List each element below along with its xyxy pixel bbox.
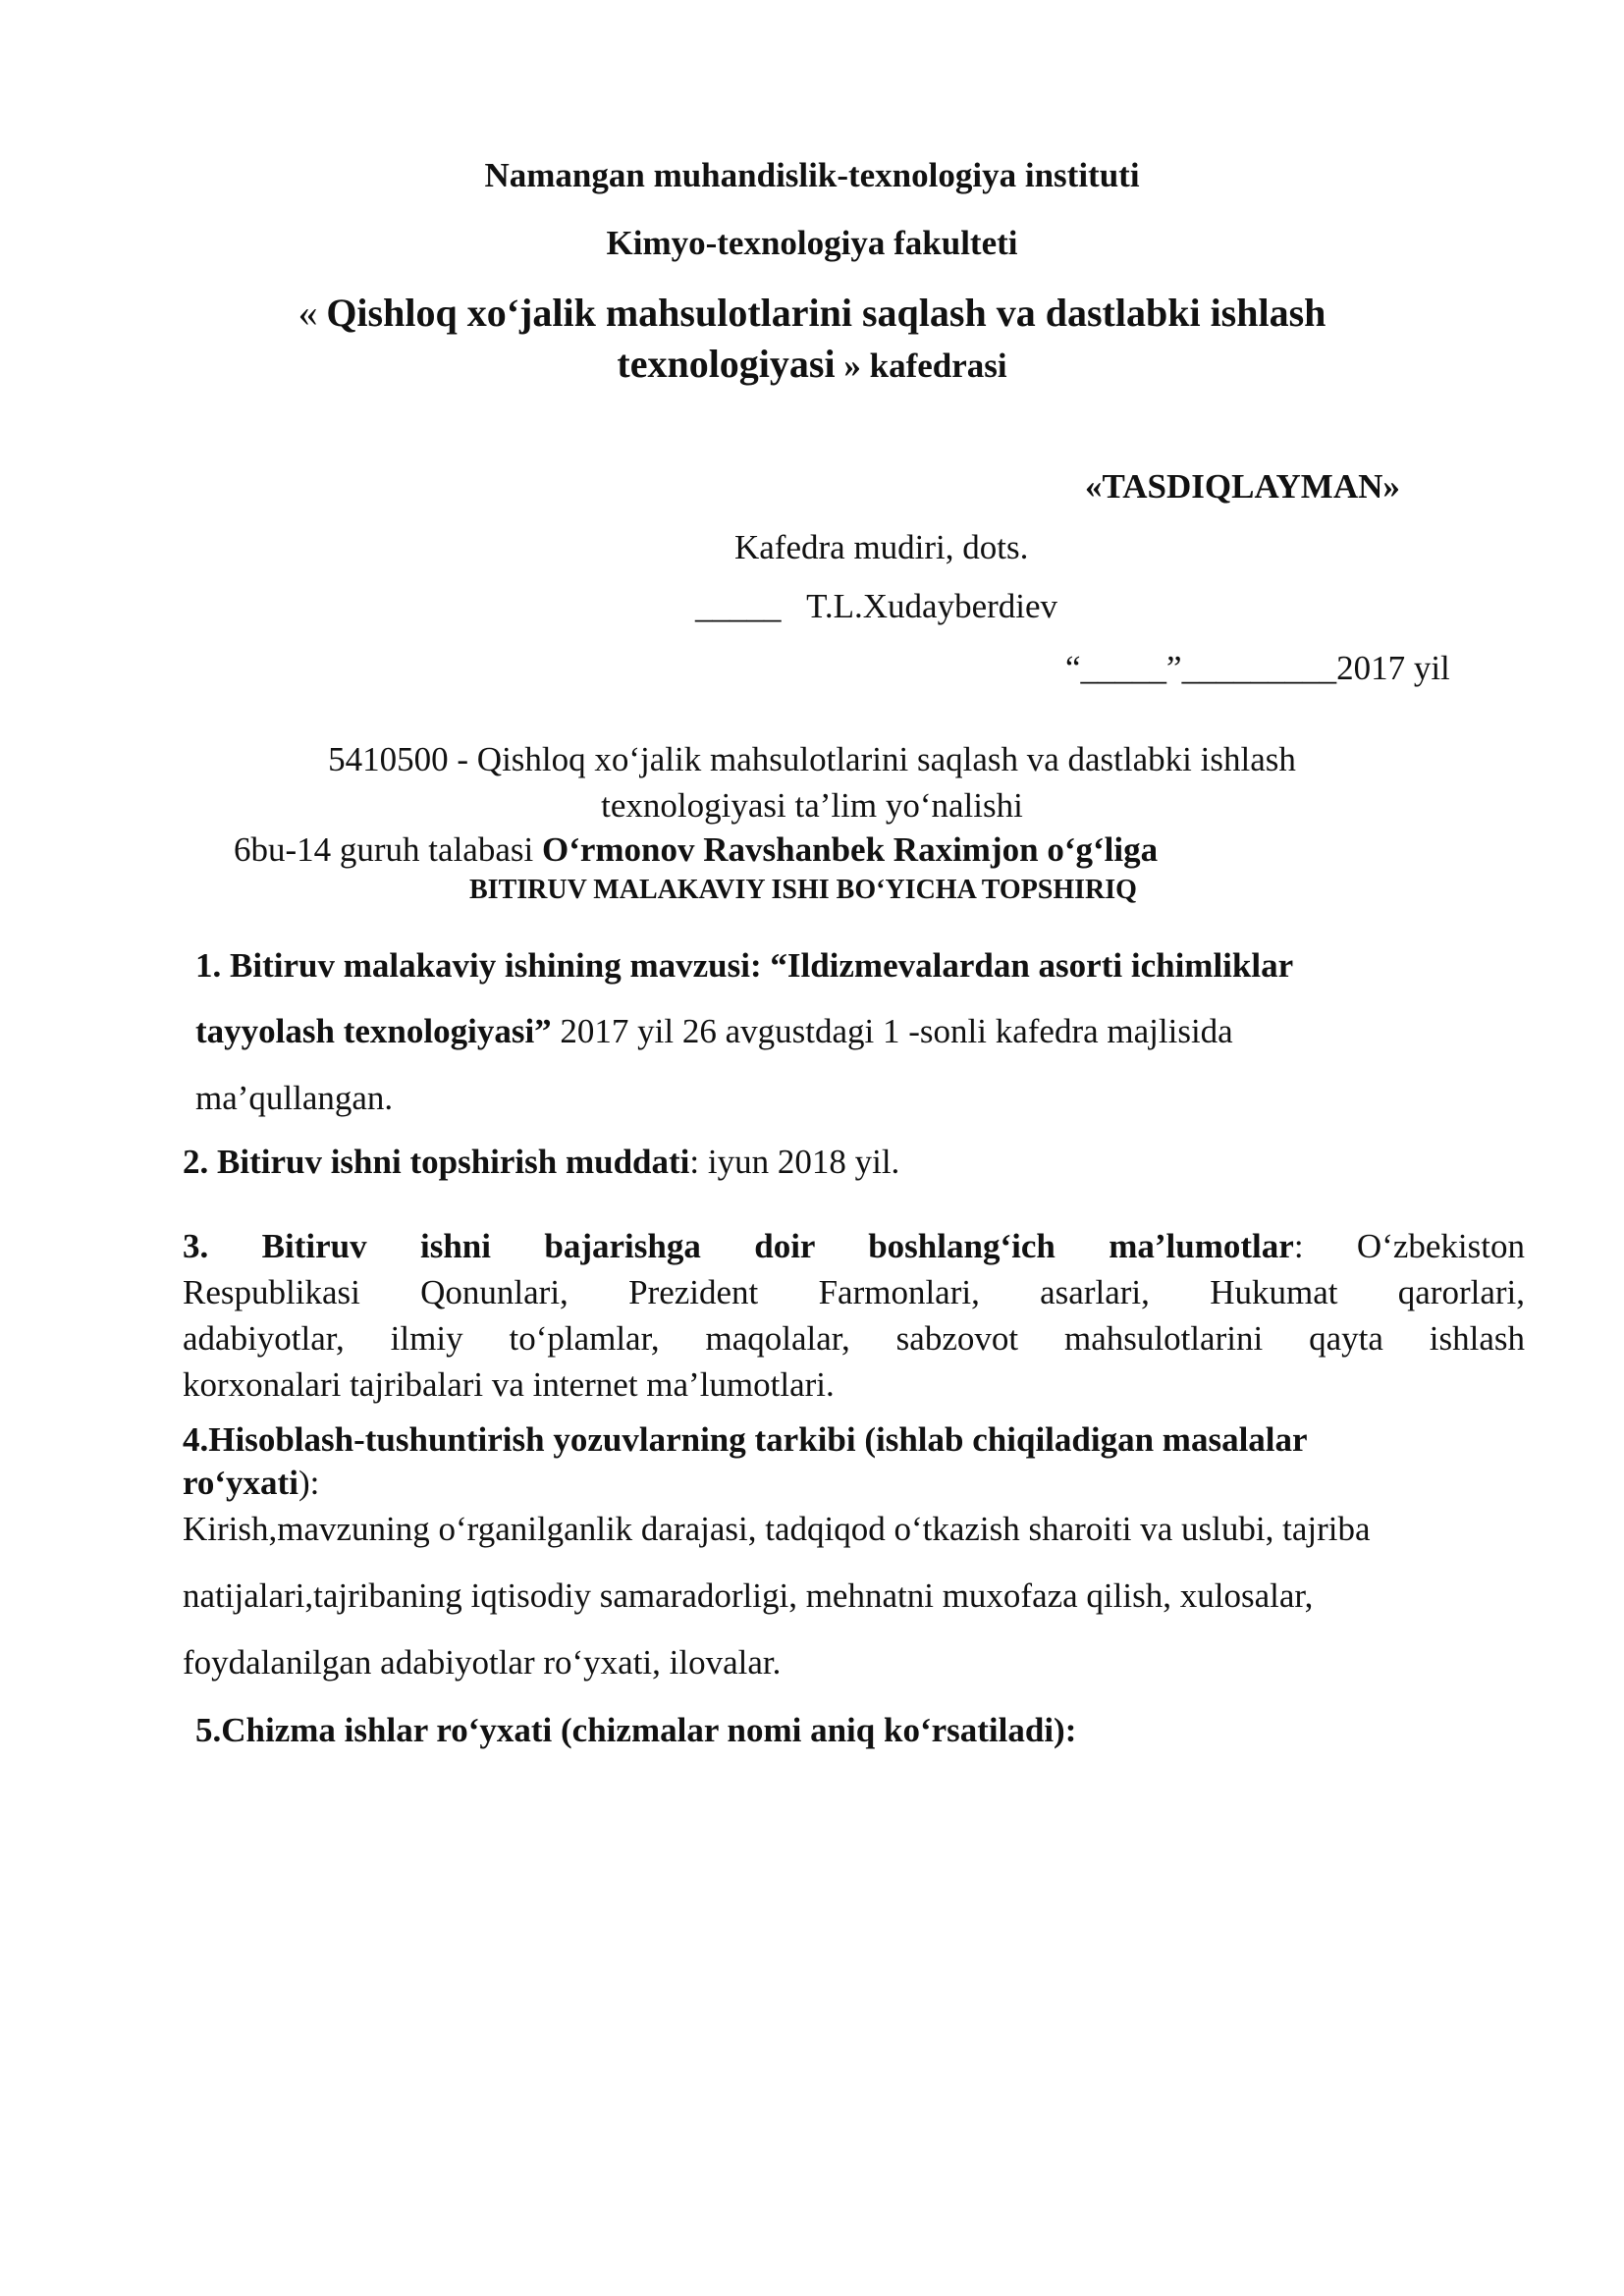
specialty-line2: texnologiyasi ta’lim yo‘nalishi <box>601 786 1023 825</box>
item4-title-line1: 4.Hisoblash-tushuntirish yozuvlarning tarkibi (ishlab chiqiladigan masalalar <box>183 1420 1308 1459</box>
approval-date-line: “_____”_________2017 yil <box>1065 649 1450 687</box>
faculty-name: Kimyo-texnologiya fakulteti <box>606 224 1018 262</box>
item4-title-colon: ): <box>298 1464 320 1502</box>
item5-title: 5.Chizma ishlar ro‘yxati (chizmalar nomi aniq ko‘rsatiladi): <box>195 1711 1077 1749</box>
item4-line2: natijalari,tajribaning iqtisodiy samaradorligi, mehnatni muxofaza qilish, xulosalar, <box>183 1576 1314 1615</box>
item4-line3: foydalanilgan adabiyotlar ro‘yxati, ilovalar. <box>183 1643 782 1682</box>
item3-line2: Respublikasi Qonunlari, Prezident Farmonlari, asarlari, Hukumat qarorlari, <box>183 1273 1525 1311</box>
item1-title: 1. Bitiruv malakaviy ishining mavzusi: “Ildizmevalardan asorti ichimliklar <box>195 946 1294 985</box>
item1-line3: ma’qullangan. <box>195 1079 394 1117</box>
department-title-end: texnologiyasi <box>617 342 836 386</box>
department-title-line2 <box>0 341 1624 388</box>
item3-line1 <box>183 1226 1525 1267</box>
item3-line3: adabiyotlar, ilmiy to‘plamlar, maqolalar, sabzovot mahsulotlarini qayta ishlash <box>183 1319 1525 1358</box>
approval-signature <box>695 586 1057 627</box>
item1-topic-end: tayyolash texnologiyasi” <box>195 1012 552 1050</box>
item3-line1-rest: : O‘zbekiston <box>1293 1227 1525 1265</box>
student-name: O‘rmonov Ravshanbek Raximjon o‘g‘liga <box>541 830 1159 869</box>
institute-name: Namangan muhandislik-texnologiya instituti <box>484 156 1140 194</box>
item4-line1: Kirish,mavzuning o‘rganilganlik darajasi, tadqiqod o‘tkazish sharoiti va uslubi, tajriba <box>183 1510 1371 1548</box>
item2-deadline: : iyun 2018 yil. <box>689 1143 900 1181</box>
item2-title: 2. Bitiruv ishni topshirish muddati <box>183 1143 690 1181</box>
task-title: BITIRUV MALAKAVIY ISHI BO‘YICHA TOPSHIRIQ <box>469 875 1137 905</box>
item1-rest: 2017 yil 26 avgustdagi 1 -sonli kafedra majlisida <box>551 1012 1233 1050</box>
item2 <box>183 1142 899 1183</box>
item4-title-line2 <box>183 1463 319 1504</box>
department-kafedrasi: » kafedrasi <box>843 347 1007 385</box>
approver-name: T.L.Xudayberdiev <box>806 587 1058 625</box>
specialty-line1: 5410500 - Qishloq xo‘jalik mahsulotlarini saqlash va dastlabki ishlash <box>328 740 1296 778</box>
student-line <box>234 829 1158 871</box>
open-quote: « <box>298 291 318 335</box>
department-title-text: Qishloq xo‘jalik mahsulotlarini saqlash va dastlabki ishlash <box>326 291 1326 335</box>
item3-line4: korxonalari tajribalari va internet ma’lumotlari. <box>183 1365 835 1404</box>
approval-heading: «TASDIQLAYMAN» <box>1085 467 1400 506</box>
item4-title-bold-end: ro‘yxati <box>183 1464 298 1502</box>
signature-line: _____ <box>695 587 782 625</box>
student-prefix: 6bu-14 guruh talabasi <box>234 830 534 869</box>
department-title-line1 <box>0 290 1624 337</box>
item1-line2 <box>195 1011 1233 1052</box>
item3-title: 3. Bitiruv ishni bajarishga doir boshlang‘ich ma’lumotlar <box>183 1227 1294 1265</box>
approval-position: Kafedra mudiri, dots. <box>734 528 1029 566</box>
